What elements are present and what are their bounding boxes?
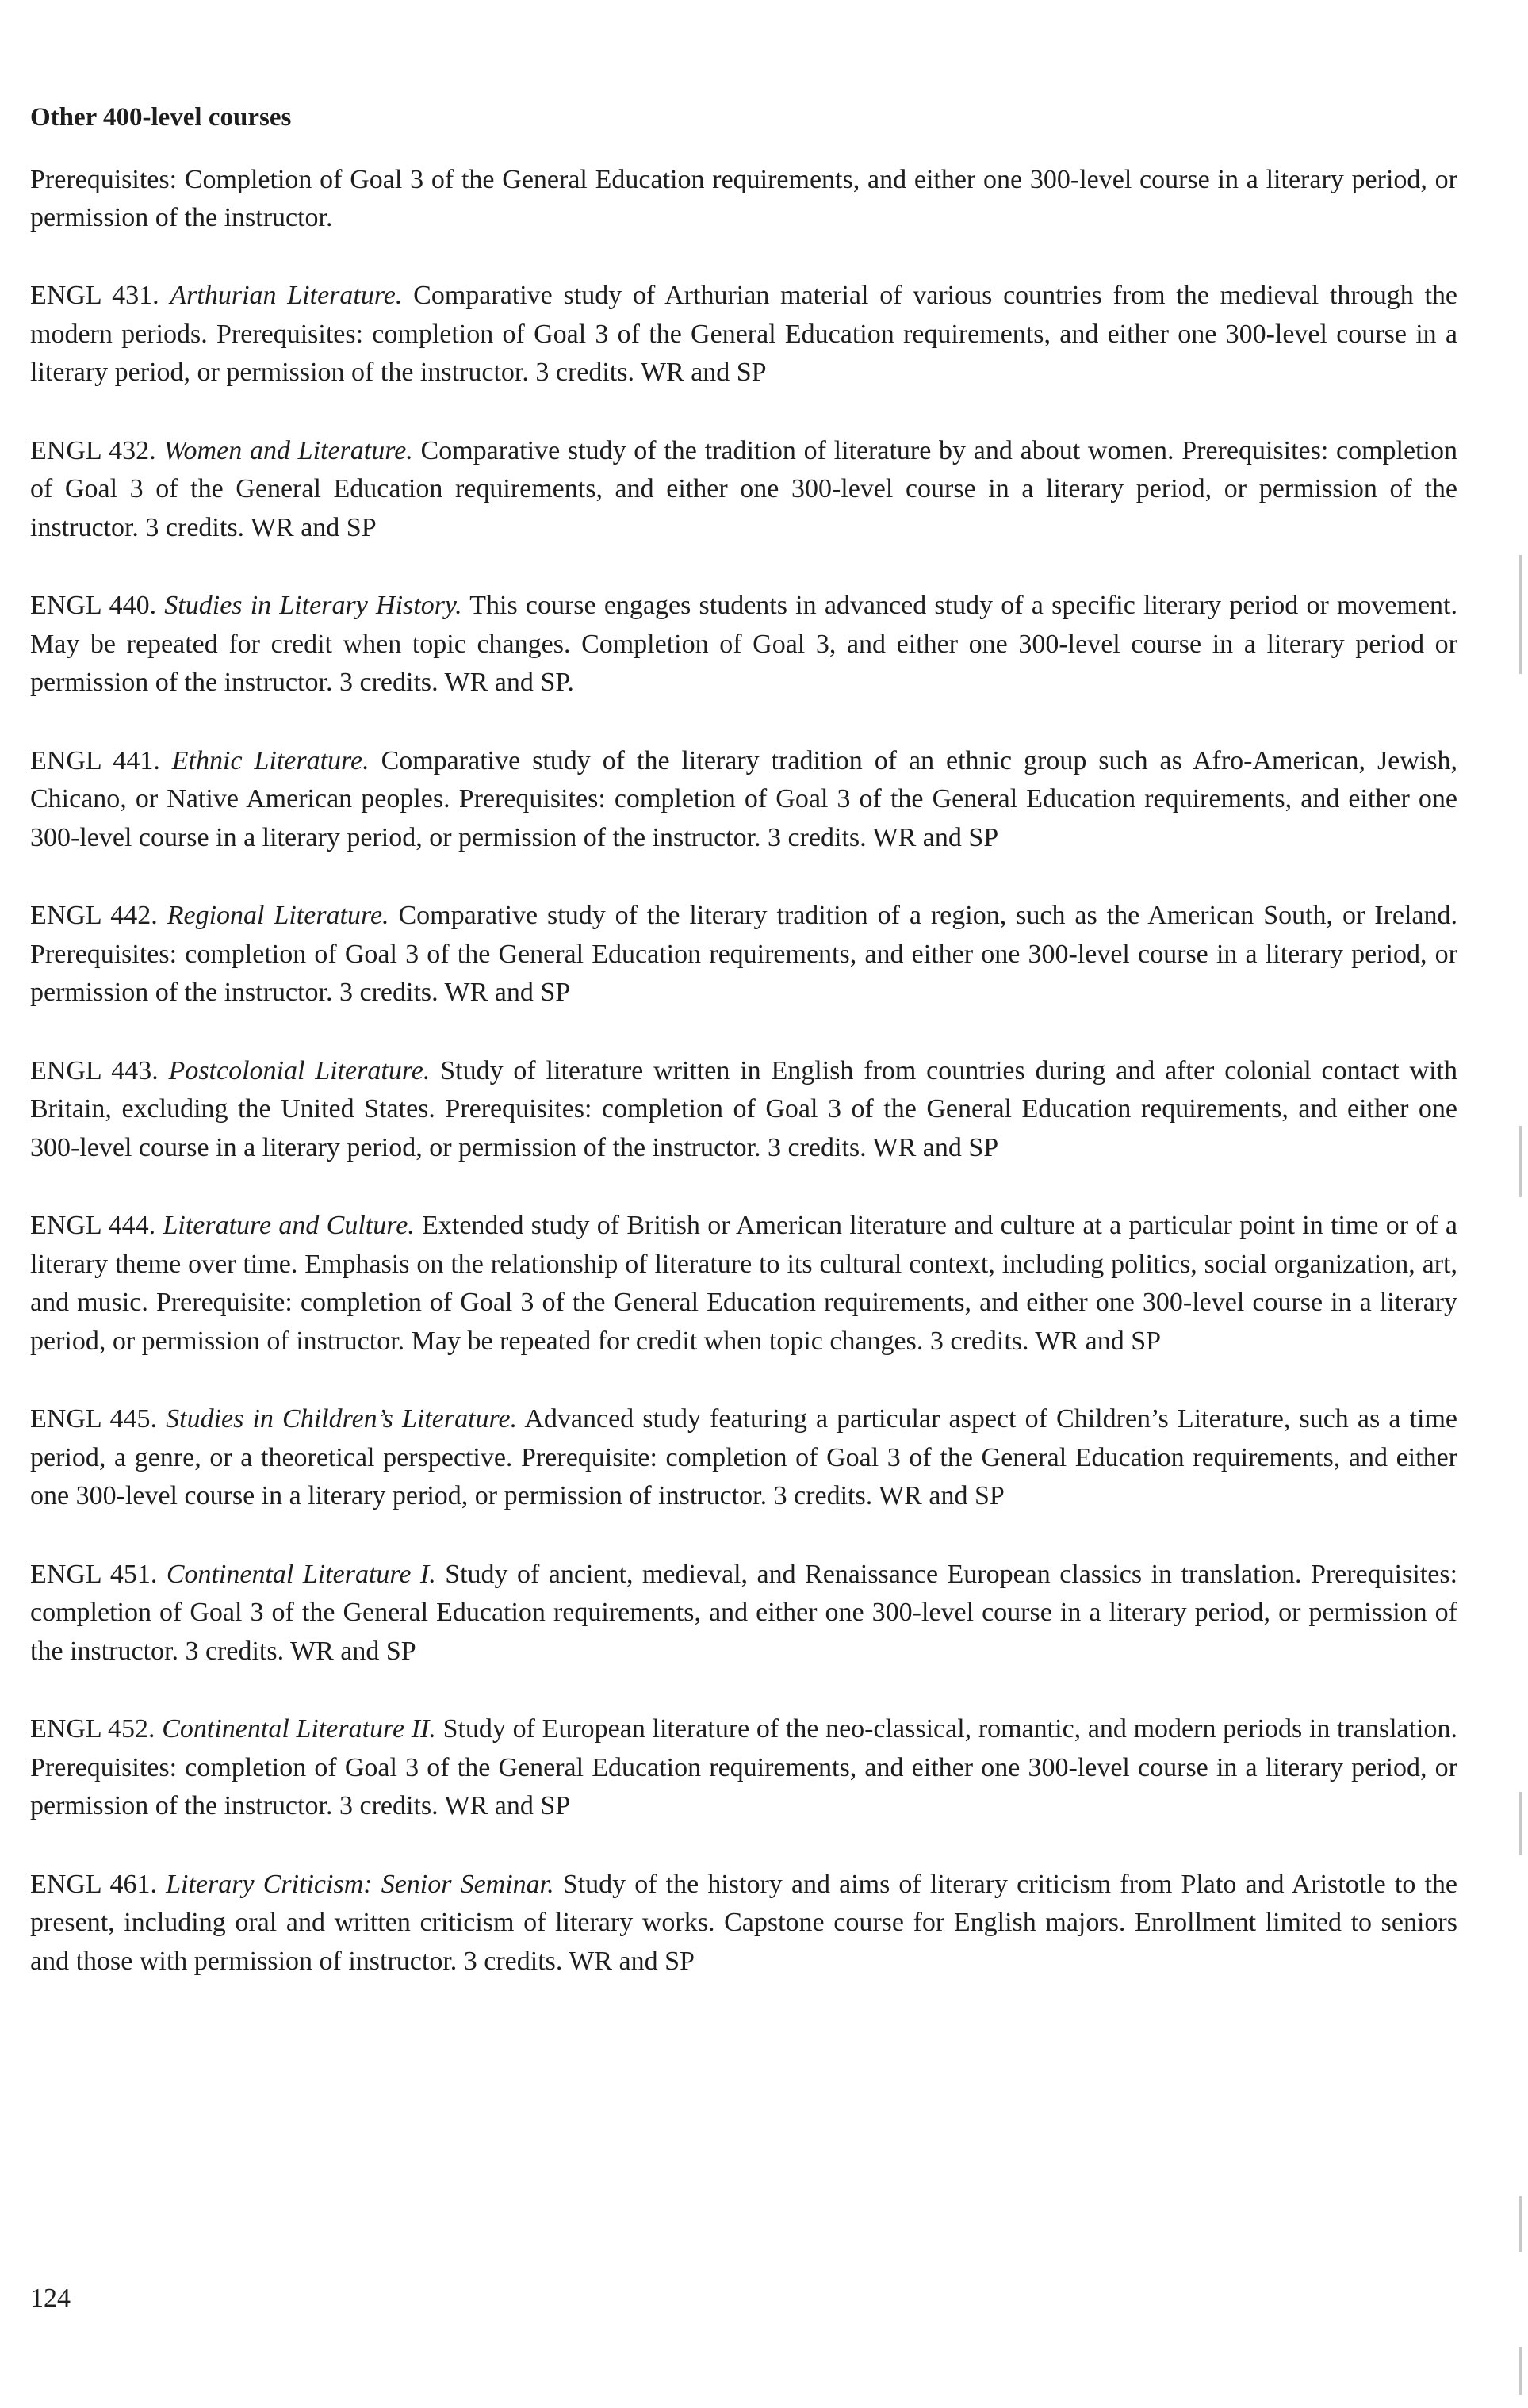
course-title: Literary Criticism: Senior Seminar. bbox=[166, 1869, 554, 1899]
course-title: Women and Literature. bbox=[163, 435, 413, 465]
course-description: Study of ancient, medieval, and Renaissance European classics in translation. Prerequisites: completion of Goal 3 of the General Education requirements, and either one 300-level course in a literary period, or permission of the instructor. 3 credits. WR and SP bbox=[30, 1559, 1458, 1666]
course-title: Studies in Literary History. bbox=[164, 591, 462, 620]
course-title: Literature and Culture. bbox=[163, 1211, 415, 1240]
course-entry-engl-443 bbox=[30, 1052, 1457, 1168]
course-description: Study of European literature of the neo-classical, romantic, and modern periods in translation. Prerequisites: completion of Goal 3 of the General Education requirements, and either one 300-level course in a literary period, or permission of the instructor. 3 credits. WR and SP bbox=[30, 1714, 1458, 1820]
catalog-page bbox=[30, 99, 1457, 2020]
course-code: ENGL 443. bbox=[30, 1055, 159, 1085]
course-code: ENGL 461. bbox=[30, 1869, 157, 1899]
course-entry-engl-440 bbox=[30, 587, 1457, 702]
course-title: Ethnic Literature. bbox=[171, 745, 370, 775]
course-code: ENGL 441. bbox=[30, 745, 160, 775]
scan-edge-mark bbox=[1519, 2347, 1522, 2395]
scan-edge-mark bbox=[1519, 1792, 1522, 1855]
page-number: 124 bbox=[30, 2284, 71, 2313]
course-description: Comparative study of the literary tradition of a region, such as the American South, or Ireland. Prerequisites: completion of Goal 3 of the General Education requirements, and either one 300-level course in a literary period, or permission of the instructor. 3 credits. WR and SP bbox=[30, 901, 1457, 1007]
course-entry-engl-444 bbox=[30, 1207, 1457, 1361]
section-heading: Other 400-level courses bbox=[30, 103, 292, 132]
course-entry-engl-445 bbox=[30, 1400, 1457, 1516]
section-prerequisites: Prerequisites: Completion of Goal 3 of the General Education requirements, and either one 300-level course in a literary period, or permission of the instructor. bbox=[30, 165, 1457, 232]
course-code: ENGL 442. bbox=[30, 901, 158, 930]
course-entry-engl-461 bbox=[30, 1866, 1457, 1981]
course-entry-engl-432 bbox=[30, 432, 1457, 548]
course-title: Regional Literature. bbox=[167, 901, 389, 930]
course-entry-engl-452 bbox=[30, 1710, 1457, 1826]
course-description: This course engages students in advanced study of a specific literary period or movement. May be repeated for credit when topic changes. Completion of Goal 3, and either one 300-level course in a literary period or permission of the instructor. 3 credits. WR and SP. bbox=[30, 591, 1457, 697]
course-code: ENGL 432. bbox=[30, 435, 156, 465]
course-entry-engl-431 bbox=[30, 277, 1457, 392]
scan-edge-mark bbox=[1519, 2196, 1522, 2252]
course-description: Advanced study featuring a particular aspect of Children’s Literature, such as a time period, a genre, or a theoretical perspective. Prerequisite: completion of Goal 3 of the General Education requirements, and either one 300-level course in a literary period, or permission of instructor. 3 credits. WR and SP bbox=[30, 1404, 1458, 1510]
course-description: Study of the history and aims of literary criticism from Plato and Aristotle to the present, including oral and written criticism of literary works. Capstone course for English majors. Enrollment limited to seniors and those with permission of instructor. 3 credits. WR and SP bbox=[30, 1869, 1457, 1976]
course-code: ENGL 445. bbox=[30, 1404, 158, 1434]
course-title: Continental Literature II. bbox=[162, 1714, 436, 1744]
course-title: Postcolonial Literature. bbox=[168, 1055, 431, 1085]
course-code: ENGL 444. bbox=[30, 1211, 156, 1240]
course-code: ENGL 451. bbox=[30, 1559, 158, 1589]
course-code: ENGL 452. bbox=[30, 1714, 155, 1744]
course-entry-engl-451 bbox=[30, 1556, 1457, 1671]
course-title: Continental Literature I. bbox=[166, 1559, 436, 1589]
course-entry-engl-441 bbox=[30, 742, 1457, 858]
course-description: Comparative study of the literary tradition of an ethnic group such as Afro-American, Jewish, Chicano, or Native American peoples. Prerequisites: completion of Goal 3 of the General Education requirements, and either one 300-level course in a literary period, or permission of the instructor. 3 credits. WR and SP bbox=[30, 745, 1458, 852]
course-title: Arthurian Literature. bbox=[170, 281, 403, 310]
course-code: ENGL 431. bbox=[30, 281, 159, 310]
course-description: Extended study of British or American literature and culture at a particular point in time or of a literary theme over time. Emphasis on the relationship of literature to its cultural context, including politics, social organization, art, and music. Prerequisite: completion of Goal 3 of the General Education requirements, and either one 300-level course in a literary period, or permission of instructor. May be repeated for credit when topic changes. 3 credits. WR and SP bbox=[30, 1211, 1458, 1356]
course-description: Study of literature written in English from countries during and after colonial contact with Britain, excluding the United States. Prerequisites: completion of Goal 3 of the General Education requirements, and either one 300-level course in a literary period, or permission of the instructor. 3 credits. WR and SP bbox=[30, 1055, 1457, 1162]
course-entry-engl-442 bbox=[30, 897, 1457, 1013]
scan-edge-mark bbox=[1519, 1126, 1522, 1197]
scan-edge-mark bbox=[1519, 555, 1522, 674]
course-code: ENGL 440. bbox=[30, 591, 157, 620]
course-description: Comparative study of Arthurian material of various countries from the medieval through the modern periods. Prerequisites: completion of Goal 3 of the General Education requirements, and either one 300-level course in a literary period, or permission of the instructor. 3 credits. WR and SP bbox=[30, 281, 1458, 387]
course-description: Comparative study of the tradition of literature by and about women. Prerequisites: completion of Goal 3 of the General Education requirements, and either one 300-level course in a literary period, or permission of the instructor. 3 credits. WR and SP bbox=[30, 435, 1457, 542]
course-title: Studies in Children’s Literature. bbox=[166, 1404, 518, 1434]
